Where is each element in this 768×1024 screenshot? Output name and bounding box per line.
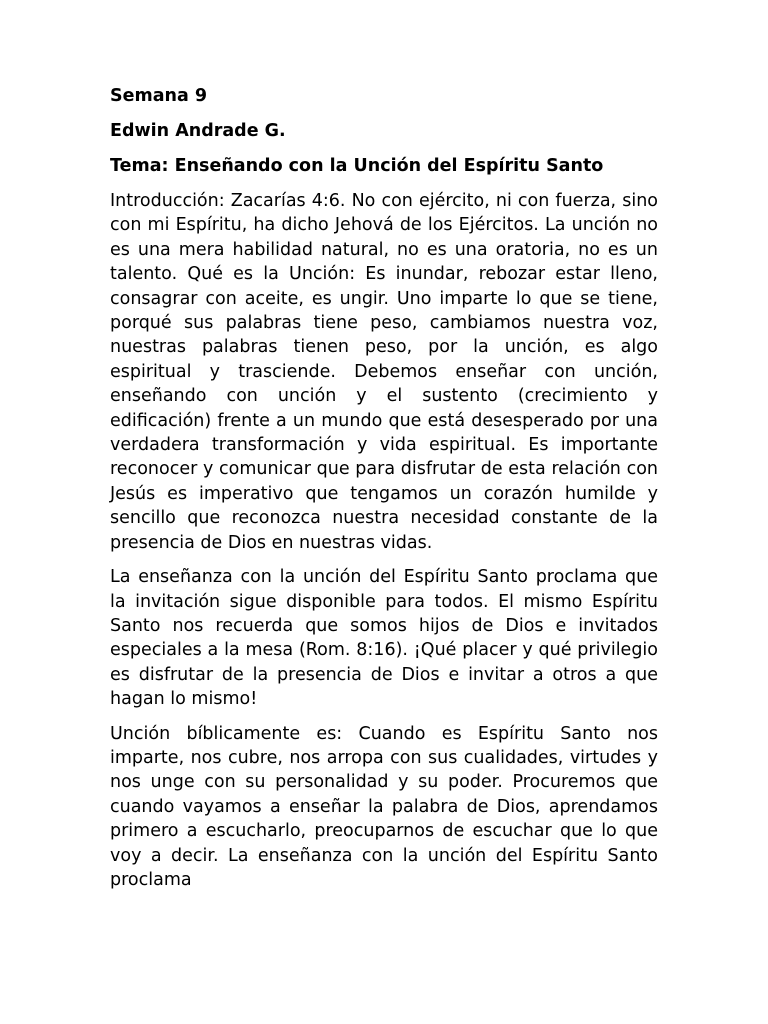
paragraph-invitation: La enseñanza con la unción del Espíritu Santo proclama que la invitación sigue disponible para todos. El mismo Espíritu Santo nos recuerda que somos hijos de Dios e invitados especiales a la mesa (Rom. 8:16). ¡Qué placer y qué privilegio es disfrutar de la presencia de Dios e invitar a otros a que hagan lo mismo! (110, 567, 658, 710)
week-heading: Semana 9 (110, 86, 208, 106)
topic-heading: Tema: Enseñando con la Unción del Espíritu Santo (110, 156, 604, 176)
paragraph-uncion-biblica: Unción bíblicamente es: Cuando es Espíritu Santo nos imparte, nos cubre, nos arropa con sus cualidades, virtudes y nos unge con su personalidad y su poder. Procuremos que cuando vayamos a enseñar la palabra de Dios, aprendamos primero a escucharlo, preocuparnos de escuchar que lo que voy a decir. La enseñanza con la unción del Espíritu Santo proclama (110, 723, 658, 890)
paragraph-introduction: Introducción: Zacarías 4:6. No con ejército, ni con fuerza, sino con mi Espíritu, ha dicho Jehová de los Ejércitos. La unción no es una mera habilidad natural, no es una oratoria, no es un talento. Qué es la Unción: Es inundar, rebozar estar lleno, consagrar con aceite, es ungir. Uno imparte lo que se tiene, porqué sus palabras tiene peso, cambiamos nuestra voz, nuestras palabras tienen peso, por la unción, es algo espiritual y trasciende. Debemos enseñar con unción, enseñando con unción y el sustento (crecimiento y edificación) frente a un mundo que está desesperado por una verdadera transformación y vida espiritual. Es importante reconocer y comunicar que para disfrutar de esta relación con Jesús es imperativo que tengamos un corazón humilde y sencillo que reconozca nuestra necesidad constante de la presencia de Dios en nuestras vidas. (110, 191, 658, 553)
author-heading: Edwin Andrade G. (110, 121, 286, 141)
